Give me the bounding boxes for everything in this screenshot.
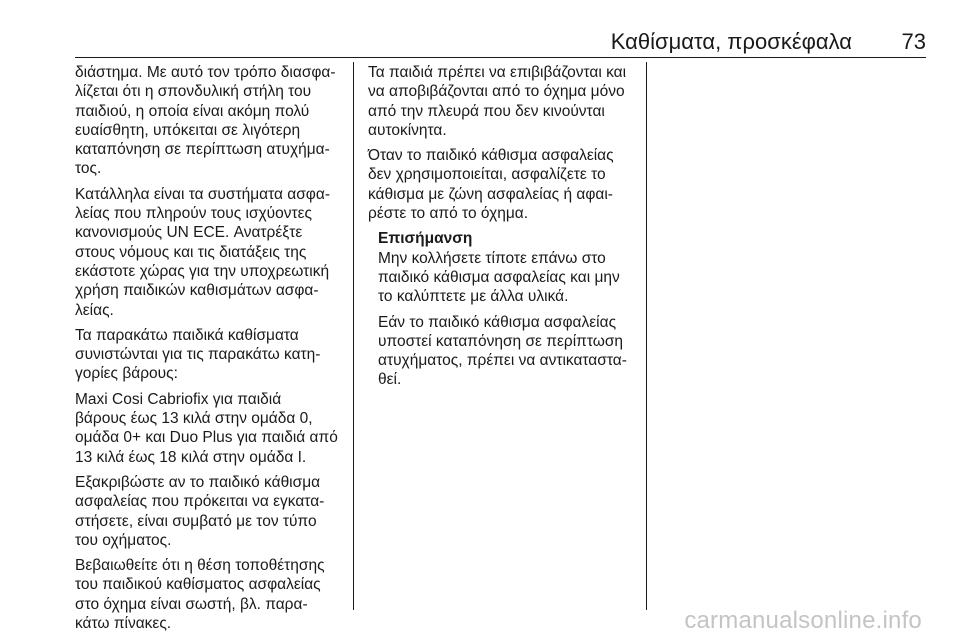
text-line: παιδικό κάθισμα ασφαλείας και μην [378,268,620,286]
text-line: τος. [75,160,102,178]
note-title: Επισήμανση [378,230,473,248]
text-line: Όταν το παιδικό κάθισμα ασφαλείας [368,147,614,165]
text-line: Κατάλληλα είναι τα συστήματα ασφα- [75,185,330,203]
text-line: γορίες βάρους: [75,365,178,383]
paragraph [75,390,347,467]
text-line: να αποβιβάζονται από το όχημα μόνο [368,83,625,101]
text-line: θεί. [378,371,402,389]
text-line: λείας που πληρούν τους ισχύοντες [75,205,313,223]
paragraph [75,556,347,633]
paragraph [75,63,347,179]
page-number: 73 [901,29,926,54]
text-line: κάτω πίνακες. [75,615,172,633]
text-line: στο όχημα είναι σωστή, βλ. παρα- [75,595,308,613]
paragraph [368,63,640,140]
text-line: συνιστώνται για τις παρακάτω κατη- [75,346,321,364]
text-line: κάθισμα με ζώνη ασφαλείας ή αφαι- [368,185,613,203]
section-title: Καθίσματα, προσκέφαλα [610,29,852,54]
text-line: ατυχήματος, πρέπει να αντικαταστα- [378,352,627,370]
text-line: υποστεί καταπόνηση σε περίπτωση [378,332,624,350]
page-header [75,0,926,58]
text-line: Τα παιδιά πρέπει να επιβιβάζονται και [368,64,627,81]
left-column [75,63,347,639]
note-paragraph [378,249,640,307]
paragraph [75,326,347,384]
text-line: παιδιού, η οποία είναι ακόμη πολύ [75,102,310,120]
text-line: λείας. [75,301,114,319]
text-line: εκάστοτε χώρας για την υποχρεωτική [75,262,330,280]
paragraph [75,473,347,550]
text-line: αυτοκίνητα. [368,121,447,139]
right-column [368,63,640,396]
paragraph [75,185,347,320]
text-line: ασφαλείας που πρόκειται να εγκατα- [75,493,325,511]
text-line: βάρους έως 13 κιλά στην ομάδα 0, [75,410,313,428]
text-line: Τα παρακάτω παιδικά καθίσματα [75,326,299,344]
note-paragraph [378,313,640,390]
text-line: Βεβαιωθείτε ότι η θέση τοποθέτησης [75,557,325,575]
text-line: λίζεται ότι η σπονδυλική στήλη του [75,83,312,101]
text-line: το καλύπτετε με άλλα υλικά. [378,288,569,306]
text-line: ευαίσθητη, υπόκειται σε λιγότερη [75,121,301,139]
text-line: χρήση παιδικών καθισμάτων ασφα- [75,282,319,300]
text-line: Εξακριβώστε αν το παιδικό κάθισμα [75,473,321,491]
paragraph [368,146,640,223]
text-line: Maxi Cosi Cabriofix για παιδιά [75,390,282,408]
text-line: από την πλευρά που δεν κινούνται [368,102,605,120]
text-line: Μην κολλήσετε τίποτε επάνω στο [378,249,606,267]
text-line: καταπόνηση σε περίπτωση ατυχήμα- [75,141,330,159]
text-line: ρέστε το από το όχημα. [368,205,529,223]
text-line: του παιδικού καθίσματος ασφαλείας [75,576,321,594]
header-rule [75,57,926,58]
column-divider [353,62,354,610]
text-line: Εάν το παιδικό κάθισμα ασφαλείας [378,313,617,331]
text-line: ομάδα 0+ και Duo Plus για παιδιά από [75,429,338,447]
text-line: 13 κιλά έως 18 κιλά στην ομάδα I. [75,448,307,466]
note-box [378,229,640,389]
watermark: carmanualsonline.info [684,607,922,634]
text-line: κανονισμούς UN ECE. Ανατρέξτε [75,224,303,242]
text-line: διάστημα. Με αυτό τον τρόπο διασφα- [75,64,336,81]
text-line: του οχήματος. [75,531,172,549]
column-divider [646,62,647,610]
text-line: στους νόμους και τις διατάξεις της [75,243,307,261]
text-line: δεν χρησιμοποιείται, ασφαλίζετε το [368,166,606,184]
text-line: στήσετε, είναι συμβατό με τον τύπο [75,512,317,530]
